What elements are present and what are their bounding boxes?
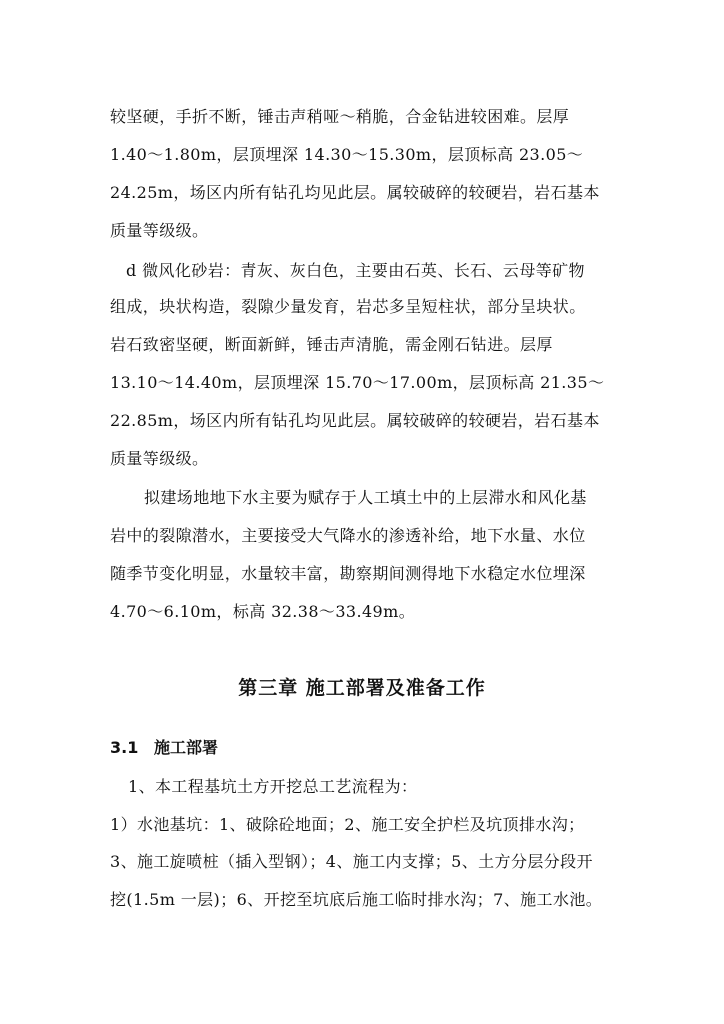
text-line: 3、施工旋喷桩（插入型钢）；4、施工内支撑；5、土方分层分段开 [110, 852, 593, 871]
text-line: 1、本工程基坑土方开挖总工艺流程为： [128, 777, 418, 796]
text-line: 质量等级级。 [110, 221, 209, 240]
text-line: 质量等级级。 [110, 449, 209, 468]
text-line: 组成，块状构造，裂隙少量发育，岩芯多呈短柱状，部分呈块状。 [110, 297, 586, 316]
text-line: 4.70～6.10m，标高 32.38～33.49m。 [110, 602, 416, 621]
text-line: 24.25m，场区内所有钻孔均见此层。属较破碎的较硬岩，岩石基本 [110, 183, 600, 202]
text-line: 随季节变化明显，水量较丰富，勘察期间测得地下水稳定水位埋深 [110, 564, 586, 583]
text-line: 13.10～14.40m，层顶埋深 15.70～17.00m，层顶标高 21.35～ [110, 373, 605, 392]
text-line: 1）水池基坑：1、破除砼地面；2、施工安全护栏及坑顶排水沟； [110, 815, 585, 834]
text-line: 岩中的裂隙潜水，主要接受大气降水的渗透补给，地下水量、水位 [110, 526, 586, 545]
text-line: 1.40～1.80m，层顶埋深 14.30～15.30m，层顶标高 23.05～ [110, 145, 584, 164]
text-line: 挖(1.5m 一层)；6、开挖至坑底后施工临时排水沟；7、施工水池。 [110, 890, 603, 909]
text-line: 岩石致密坚硬，断面新鲜，锤击声清脆，需金刚石钻进。层厚 [110, 335, 553, 354]
text-line: d 微风化砂岩：青灰、灰白色，主要由石英、长石、云母等矿物 [126, 261, 585, 280]
section-heading [110, 738, 218, 758]
section-title: 施工部署 [154, 738, 219, 757]
text-line: 拟建场地地下水主要为赋存于人工填土中的上层滞水和风化基 [144, 488, 587, 507]
text-line: 22.85m，场区内所有钻孔均见此层。属较破碎的较硬岩，岩石基本 [110, 411, 600, 430]
section-number: 3.1 [110, 738, 139, 757]
text-line: 较坚硬，手折不断，锤击声稍哑～稍脆，合金钻进较困难。层厚 [110, 107, 570, 126]
chapter-title: 第三章 施工部署及准备工作 [238, 677, 486, 699]
